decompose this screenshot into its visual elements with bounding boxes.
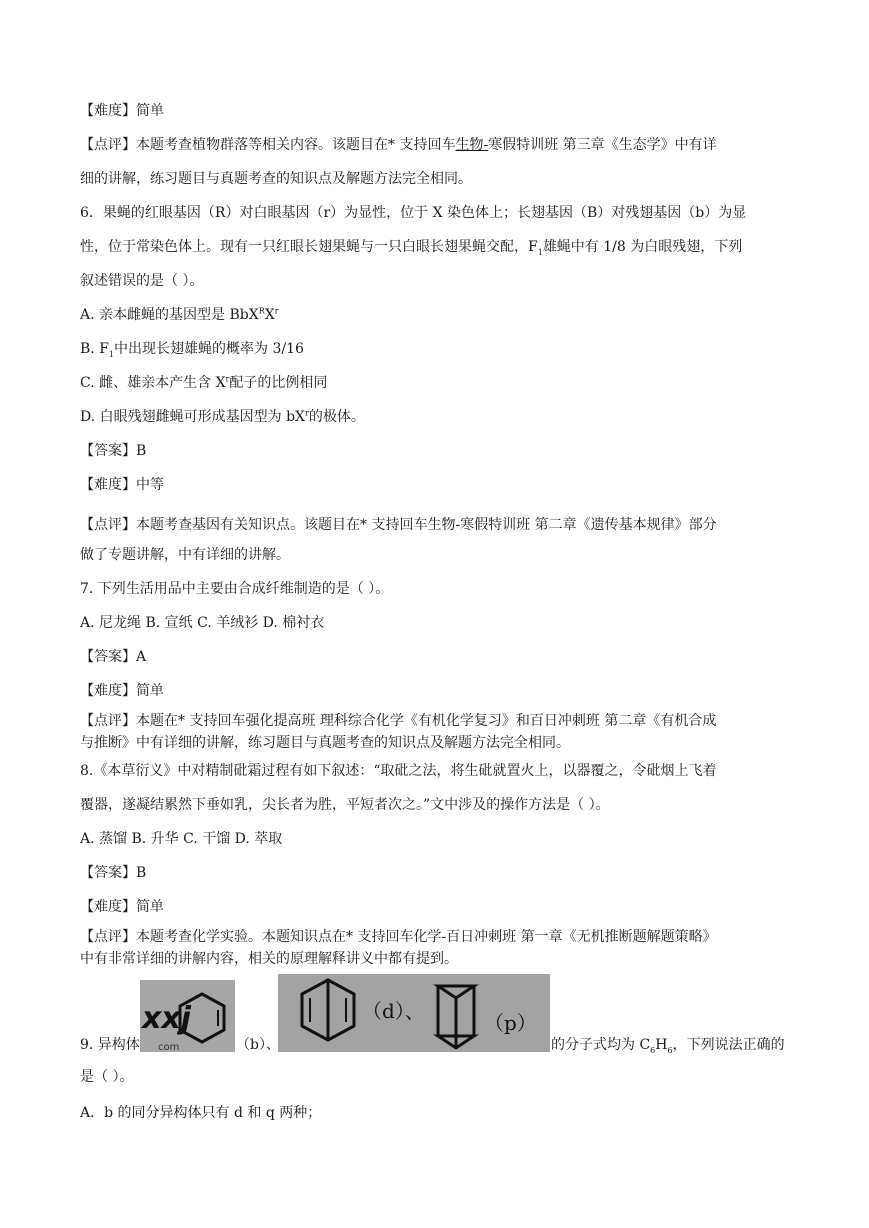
text: ，下列说法正确的 — [672, 1037, 785, 1053]
isomers-structure-image — [278, 974, 550, 1052]
text: X — [264, 307, 275, 323]
superscript: r — [225, 374, 230, 384]
question-9-b-label: （b）、 — [236, 1037, 280, 1053]
label-p: （p） — [484, 1011, 537, 1035]
question-7-stem: 7. 下列生活用品中主要由合成纤维制造的是（ ）。 — [80, 581, 390, 597]
option-a — [80, 306, 279, 324]
question-9-stem: 是（ ）。 — [80, 1069, 134, 1085]
superscript: r — [305, 408, 309, 418]
question-8-stem: 覆器，遂凝结累然下垂如乳，尖长者为胜，平短者次之。”文中涉及的操作方法是（ ）。 — [80, 797, 610, 813]
question-9-option-a: A．b 的同分异构体只有 d 和 q 两种； — [80, 1105, 322, 1121]
comment-line: 与推断》中有详细的讲解，练习题目与真题考查的知识点及解题方法完全相同。 — [80, 735, 570, 751]
answer-label: 【答案】A — [80, 649, 147, 665]
question-9-formula — [551, 1036, 785, 1054]
comment-line: 【点评】本题在* 支持回车强化提高班 理科综合化学《有机化学复习》和百日冲刺班 第二章《有机合成 — [80, 713, 717, 729]
comment-line: 细的讲解，练习题目与真题考查的知识点及解题方法完全相同。 — [80, 171, 472, 187]
text: 的极体。 — [308, 409, 365, 425]
prismane-top-icon — [438, 986, 474, 998]
question-6-stem: 6．果蝇的红眼基因（R）对白眼基因（r）为显性，位于 X 染色体上；长翅基因（B）对残翅基因（b）为显 — [80, 205, 747, 221]
answer-label: 【答案】B — [80, 865, 147, 881]
option-d — [80, 408, 365, 426]
question-9-prefix: 9. 异构体 — [80, 1037, 140, 1053]
text: A. 亲本雌蝇的基因型是 BbX — [80, 307, 259, 323]
subscript: 1 — [537, 247, 543, 257]
watermark-text: xxj — [142, 1001, 191, 1036]
comment-line: 做了专题讲解，中有详细的讲解。 — [80, 547, 290, 563]
subscript: 1 — [108, 349, 114, 359]
label-d: （d）、 — [362, 999, 425, 1023]
question-6-stem: 叙述错误的是（ ）。 — [80, 273, 204, 289]
comment-text: 【点评】本题考查植物群落等相关内容。该题目在* 支持回车 — [80, 137, 456, 153]
superscript: R — [258, 306, 265, 316]
text: H — [655, 1037, 668, 1053]
comment-line: 【点评】本题考查化学实验。本题知识点在* 支持回车化学-百日冲刺班 第一章《无机推断题解题策略》 — [80, 929, 717, 945]
option-c — [80, 374, 327, 392]
text: 的分子式均为 C — [551, 1037, 651, 1053]
question-8-options: A. 蒸馏 B. 升华 C. 干馏 D. 萃取 — [80, 831, 283, 847]
difficulty-label: 【难度】简单 — [80, 103, 164, 119]
difficulty-label: 【难度】中等 — [80, 477, 164, 493]
subscript: 6 — [667, 1045, 673, 1055]
question-6-stem — [80, 238, 742, 256]
difficulty-label: 【难度】简单 — [80, 683, 164, 699]
underlined-text: 生物- — [455, 137, 489, 153]
text: 中出现长翅雄蝇的概率为 3/16 — [114, 341, 304, 357]
text: D. 白眼残翅雌蝇可形成基因型为 bX — [80, 409, 306, 425]
comment-line — [80, 136, 717, 154]
difficulty-label: 【难度】简单 — [80, 899, 164, 915]
question-7-options: A. 尼龙绳 B. 宣纸 C. 羊绒衫 D. 棉衬衣 — [80, 615, 325, 631]
comment-line: 中有非常详细的讲解内容，相关的原理解释讲义中都有提到。 — [80, 951, 458, 967]
subscript: 6 — [650, 1045, 656, 1055]
comment-text: 寒假特训班 第三章《生态学》中有详 — [488, 137, 717, 153]
answer-label: 【答案】B — [80, 443, 147, 459]
text: B. F — [80, 341, 109, 357]
question-8-stem: 8.《本草衍义》中对精制砒霜过程有如下叙述：“取砒之法，将生砒就置火上，以器覆之，令砒烟上飞着 — [80, 763, 717, 779]
text: 性，位于常染色体上。现有一只红眼长翅果蝇与一只白眼长翅果蝇交配，F — [80, 239, 538, 255]
comment-line: 【点评】本题考查基因有关知识点。该题目在* 支持回车生物-寒假特训班 第二章《遗传基本规律》部分 — [80, 517, 717, 533]
text: C. 雌、雄亲本产生含 X — [80, 375, 226, 391]
watermark-text: com — [158, 1042, 180, 1052]
text: 配子的比例相同 — [229, 375, 328, 391]
text: 雄蝇中有 1/8 为白眼残翅，下列 — [542, 239, 743, 255]
benzene-structure-image — [140, 980, 235, 1052]
superscript: r — [274, 306, 279, 316]
option-b — [80, 340, 304, 358]
